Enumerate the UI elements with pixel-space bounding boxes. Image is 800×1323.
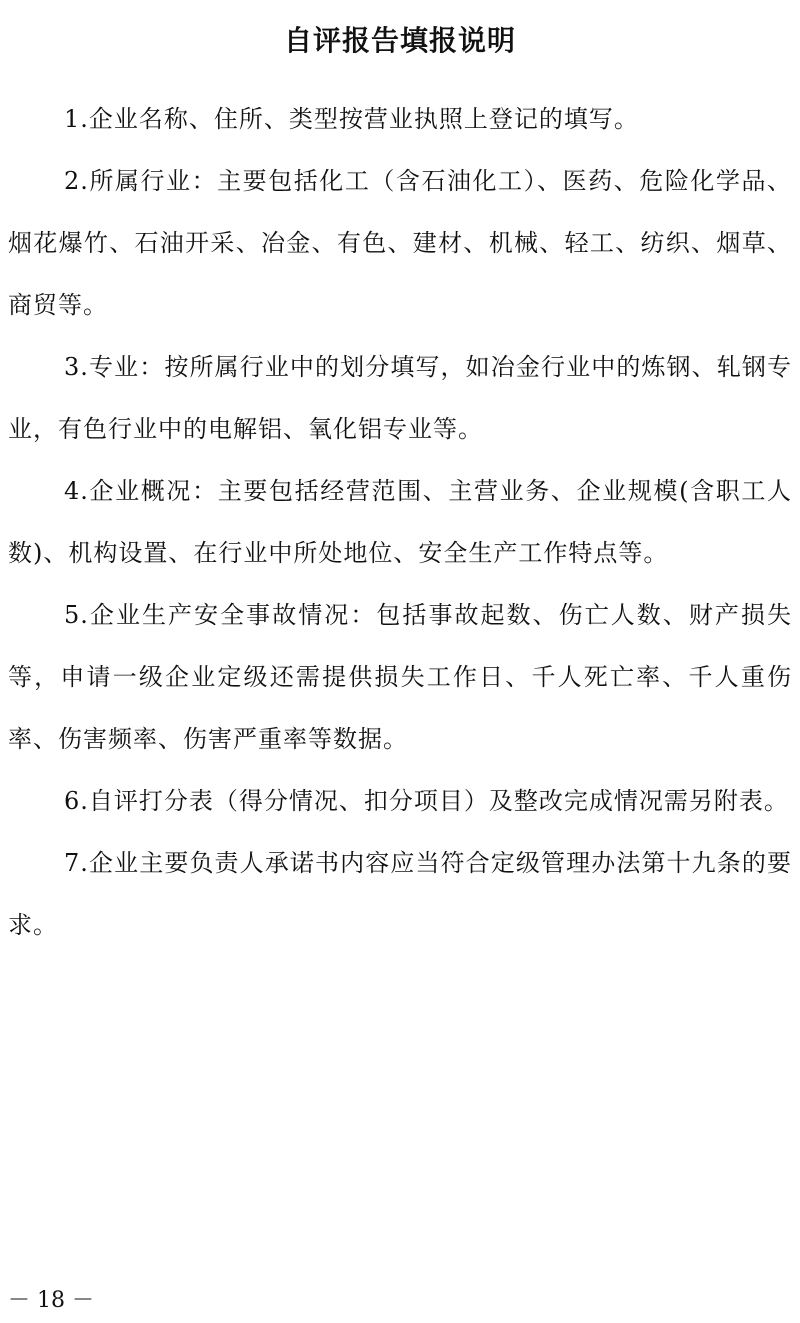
paragraph-7: 7.企业主要负责人承诺书内容应当符合定级管理办法第十九条的要求。 [8, 849, 792, 939]
paragraph-5: 5.企业生产安全事故情况：包括事故起数、伤亡人数、财产损失等，申请一级企业定级还需提供损失工作日、千人死亡率、千人重伤率、伤害频率、伤害严重率等数据。 [8, 601, 792, 753]
document-title: 自评报告填报说明 [283, 23, 516, 57]
paragraph-2: 2.所属行业：主要包括化工（含石油化工）、医药、危险化学品、烟花爆竹、石油开采、冶金、有色、建材、机械、轻工、纺织、烟草、商贸等。 [8, 167, 792, 319]
page-number: － 18 － [8, 1288, 94, 1313]
paragraph-6: 6.自评打分表（得分情况、扣分项目）及整改完成情况需另附表。 [64, 787, 789, 815]
paragraph-4: 4.企业概况：主要包括经营范围、主营业务、企业规模(含职工人数)、机构设置、在行业中所处地位、安全生产工作特点等。 [8, 477, 792, 567]
paragraph-3: 3.专业：按所属行业中的划分填写，如冶金行业中的炼钢、轧钢专业，有色行业中的电解铝、氧化铝专业等。 [8, 353, 792, 443]
paragraph-1: 1.企业名称、住所、类型按营业执照上登记的填写。 [64, 105, 639, 133]
document-body [8, 88, 792, 956]
